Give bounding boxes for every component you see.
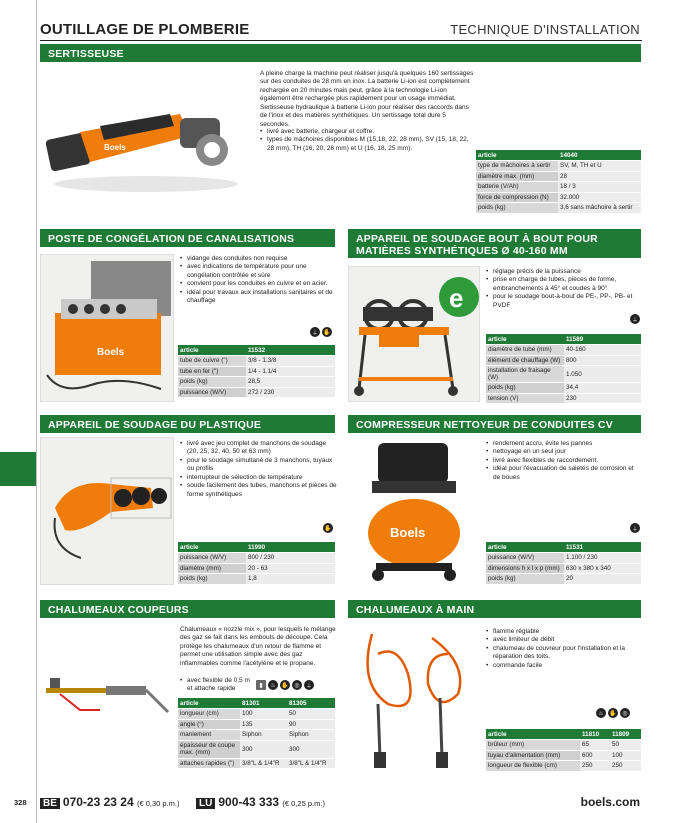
- website-link[interactable]: boels.com: [580, 795, 640, 809]
- bullet-item: • interrupteur de sélection de température: [180, 474, 338, 482]
- chalumeaux-coupeurs-description: Chalumeaux « nozzle mix », pour lesquels le mélange des gaz se fait dans les embouts de découpe. Cela protège les chalumeaux d'un retour de flamme et permet une utilisation simple avec des gaz inflammables comme l'acétylène et le propane.: [180, 626, 336, 667]
- chalumeaux-coupeurs-spec-table: [178, 698, 335, 769]
- table-row: [178, 377, 335, 388]
- table-key: poids (kg): [178, 377, 246, 388]
- table-row: [178, 366, 335, 377]
- table-row: [486, 345, 641, 356]
- table-row: [178, 356, 335, 367]
- table-row: [178, 574, 335, 585]
- gas-icon: ◎: [620, 708, 630, 718]
- compresseur-spec-table: [486, 542, 641, 585]
- flame-icon: ♨: [268, 680, 278, 690]
- flame-icon: ♨: [596, 708, 606, 718]
- table-row: [486, 574, 641, 585]
- table-value: 1.050: [564, 366, 641, 383]
- table-value: 250: [580, 761, 610, 772]
- table-row: [486, 740, 641, 751]
- table-row: [178, 563, 335, 574]
- hand-icon: ✋: [608, 708, 618, 718]
- table-row: [178, 719, 335, 730]
- table-key: diamètre de tube (mm): [486, 345, 564, 356]
- table-key: puissance (W/V): [178, 387, 246, 398]
- bullet-item: • nettoyage en un seul jour: [486, 448, 641, 456]
- table-row: [486, 366, 641, 383]
- table-value: 250: [610, 761, 641, 772]
- e-logo: e: [449, 283, 464, 313]
- section-title: TECHNIQUE D'INSTALLATION: [450, 22, 640, 37]
- table-header-row: [178, 345, 335, 356]
- table-value: SV, M, TH et U: [558, 161, 641, 172]
- table-head-cell: 11531: [564, 542, 641, 553]
- bullet-item: • convient pour les conduites en cuivre et en acier.: [180, 280, 334, 288]
- margin-line: [36, 0, 37, 823]
- bullet-item: • avec limiteur de débit: [486, 636, 641, 644]
- bullet-item: • idéal pour travaux aux installations sanitaires et de chauffage: [180, 289, 334, 306]
- footer-be-contact: [40, 795, 180, 809]
- chalumeaux-main-image: [348, 624, 480, 772]
- compresseur-header: COMPRESSEUR NETTOYEUR DE CONDUITES CV: [348, 415, 641, 433]
- table-value: 18 / 3: [558, 182, 641, 193]
- table-value: 3,6 sans mâchoire à sertir: [558, 203, 641, 214]
- table-key: longueur de flexible (cm): [486, 761, 580, 772]
- table-value: 230: [564, 393, 641, 404]
- table-key: épaisseur de coupe max. (mm): [178, 740, 240, 758]
- chalumeaux-main-header: CHALUMEAUX À MAIN: [348, 600, 641, 618]
- table-row: [476, 203, 641, 214]
- table-row: [486, 393, 641, 404]
- header-rule: [40, 40, 642, 41]
- bullet-item: • vidange des conduites non requise: [180, 255, 334, 263]
- chalumeaux-main-icons: [596, 708, 630, 718]
- bullet-item: • livré avec jeu complet de manchons de soudage (20, 25, 32, 40, 50 et 63 mm): [180, 440, 338, 457]
- table-key: tube en fer ("): [178, 366, 246, 377]
- table-value: 135: [240, 719, 287, 730]
- table-value: 40-160: [564, 345, 641, 356]
- table-head-cell: article: [486, 334, 564, 345]
- table-header-row: [486, 334, 641, 345]
- hand-icon: ✋: [323, 523, 333, 533]
- table-row: [476, 161, 641, 172]
- table-value: 65: [580, 740, 610, 751]
- table-key: élément de chauffage (W): [486, 355, 564, 366]
- chalumeaux-coupeurs-icons: [256, 680, 314, 690]
- bullet-item: • livré avec flexibles de raccordement.: [486, 457, 641, 465]
- table-row: [476, 192, 641, 203]
- chalumeaux-main-spec-table: [486, 729, 641, 772]
- table-key: diamètre max. (mm): [476, 171, 558, 182]
- table-value: 28: [558, 171, 641, 182]
- table-value: 800 / 230: [246, 553, 335, 564]
- table-row: [476, 171, 641, 182]
- table-value: 90: [287, 719, 335, 730]
- lu-phone[interactable]: 900-43 333: [218, 795, 280, 809]
- compresseur-image: [348, 437, 480, 585]
- table-key: dimensions h x l x p (mm): [486, 563, 564, 574]
- table-key: poids (kg): [178, 574, 246, 585]
- table-value: 600: [580, 750, 610, 761]
- chalumeaux-coupeurs-header: CHALUMEAUX COUPEURS: [40, 600, 335, 618]
- soudage-plastique-spec-table: [178, 542, 335, 585]
- table-head-cell: article: [486, 729, 580, 740]
- table-row: [178, 709, 335, 720]
- plug-icon: ⏚: [310, 327, 320, 337]
- table-value: 20: [564, 574, 641, 585]
- sertisseuse-header: SERTISSEUSE: [40, 44, 641, 62]
- bullet-item: • pour le soudage bout-à-bout de PE-, PP-, PB- et PVDF: [486, 293, 641, 310]
- chalumeaux-main-bullets: [486, 628, 641, 670]
- lu-badge: LU: [196, 798, 215, 809]
- gas-icon: ◎: [292, 680, 302, 690]
- table-key: tube de cuivre ("): [178, 356, 246, 367]
- table-head-cell: 11810: [580, 729, 610, 740]
- table-row: [178, 730, 335, 741]
- table-value: Siphon: [287, 730, 335, 741]
- soudage-bout-image: [348, 266, 480, 402]
- table-head-cell: 81301: [240, 698, 287, 709]
- table-key: brûleur (mm): [486, 740, 580, 751]
- soudage-plastique-header: APPAREIL DE SOUDAGE DU PLASTIQUE: [40, 415, 335, 433]
- table-value: 272 / 230: [246, 387, 335, 398]
- table-key: longueur (cm): [178, 709, 240, 720]
- table-head-cell: 81305: [287, 698, 335, 709]
- bullet-item: • chalumeau de couvreur pour l'installation et la réparation des toits.: [486, 645, 641, 662]
- compresseur-bullets: [486, 440, 641, 482]
- soudage-bout-bullets: [486, 268, 641, 310]
- table-key: poids (kg): [476, 203, 558, 214]
- compresseur-icons: [630, 523, 640, 533]
- table-value: Siphon: [240, 730, 287, 741]
- chalumeaux-coupeurs-image: [40, 624, 174, 772]
- svg-text:Boels: Boels: [97, 347, 125, 358]
- table-key: attaches rapides ("): [178, 758, 240, 769]
- table-value: 1,8: [246, 574, 335, 585]
- table-value: 34,4: [564, 383, 641, 394]
- lu-rate: (€ 0,25 p.m.): [282, 799, 325, 808]
- bullet-item: • types de mâchoires disponibles M (15,18, 22, 28 mm), SV (15, 18, 22, 28 mm), TH (16, 20, 26 mm) et U (16, 18, 25 mm).: [260, 136, 475, 153]
- table-row: [178, 553, 335, 564]
- sertisseuse-description: A pleine charge la machine peut réaliser jusqu'à quelques 160 sertissages sur des conduites de 28 mm en inox. La batterie Li-ion est complètement rechargée en 20 minutes mais peut, grâce à la technologie Li-ion également être rechargée plus rapidement pour un usage immédiat. Sertisseuse hydraulique à batterie Li-ion pour réaliser des raccords dans de l'inox et des matières synthétiques. Un sertissage total dure 5 secondes.: [260, 70, 474, 128]
- table-head-cell: 11990: [246, 542, 335, 553]
- bullet-item: • livré avec batterie, chargeur et coffre.: [260, 128, 475, 136]
- congelation-spec-table: [178, 345, 335, 398]
- bullet-item: • réglage précis de la puissance: [486, 268, 641, 276]
- table-head-cell: article: [178, 542, 246, 553]
- soudage-plastique-image: [40, 437, 174, 585]
- plug-icon: ⏚: [304, 680, 314, 690]
- cylinder-icon: ▮: [256, 680, 266, 690]
- table-key: puissance (W/V): [486, 553, 564, 564]
- bullet-item: • pour le soudage simultané de 3 manchons, tuyaux ou profils: [180, 457, 338, 474]
- section-tab-marker: [0, 452, 36, 486]
- bullet-item: • rendement accru, évite les pannes: [486, 440, 641, 448]
- soudage-plastique-bullets: [180, 440, 338, 499]
- bullet-item: • soude facilement des tubes, manchons et pièces de forme synthétiques: [180, 482, 338, 499]
- table-key: maniement: [178, 730, 240, 741]
- table-key: force de compression (N): [476, 192, 558, 203]
- table-value: 630 x 380 x 340: [564, 563, 641, 574]
- bullet-item: • flamme réglable: [486, 628, 641, 636]
- plug-icon: ⏚: [630, 314, 640, 324]
- soudage-bout-icons: [630, 314, 640, 324]
- table-key: installation de fraisage (W): [486, 366, 564, 383]
- table-value: 1.100 / 230: [564, 553, 641, 564]
- table-value: 100: [610, 750, 641, 761]
- bullet-item: • avec indications de température pour une congélation contrôlée et sûre: [180, 263, 334, 280]
- table-head-cell: article: [486, 542, 564, 553]
- table-key: diamètre (mm): [178, 563, 246, 574]
- table-head-cell: 11809: [610, 729, 641, 740]
- table-value: 3/8"L & 1/4"R: [287, 758, 335, 769]
- table-value: 3/8"L & 1/4"R: [240, 758, 287, 769]
- sertisseuse-image: [40, 66, 253, 216]
- table-value: 1/4 - 1.1/4: [246, 366, 335, 377]
- table-row: [486, 750, 641, 761]
- table-row: [486, 761, 641, 772]
- bullet-item: • prise en charge de tubes, pièces de forme, embranchements à 45° et coudes à 90°: [486, 276, 641, 293]
- table-header-row: [476, 150, 641, 161]
- table-row: [178, 387, 335, 398]
- soudage-plastique-icons: [323, 523, 333, 533]
- table-header-row: [178, 698, 335, 709]
- table-row: [486, 383, 641, 394]
- congelation-image: [40, 254, 174, 402]
- table-row: [178, 758, 335, 769]
- table-value: 800: [564, 355, 641, 366]
- svg-text:Boels: Boels: [104, 143, 126, 152]
- plug-icon: ⏚: [630, 523, 640, 533]
- table-header-row: [178, 542, 335, 553]
- table-key: poids (kg): [486, 383, 564, 394]
- chalumeaux-coupeurs-bullets: [180, 677, 250, 694]
- sertisseuse-bullets: [260, 128, 475, 153]
- hand-icon: ✋: [322, 327, 332, 337]
- congelation-bullets: [180, 255, 334, 306]
- table-value: 300: [287, 740, 335, 758]
- table-value: 300: [240, 740, 287, 758]
- table-row: [486, 563, 641, 574]
- compressor-brand-label: Boels: [390, 525, 426, 540]
- table-key: poids (kg): [486, 574, 564, 585]
- table-head-cell: article: [178, 698, 240, 709]
- bullet-item: • avec flexible de 0,5 m et attache rapide: [180, 677, 250, 694]
- table-key: angle (°): [178, 719, 240, 730]
- table-key: batterie (V/Ah): [476, 182, 558, 193]
- bullet-item: • idéal pour l'évacuation de saletés de corrosion et de boues: [486, 465, 641, 482]
- page-title: OUTILLAGE DE PLOMBERIE: [40, 21, 250, 38]
- table-head-cell: 14040: [558, 150, 641, 161]
- hand-icon: ✋: [280, 680, 290, 690]
- table-value: 50: [287, 709, 335, 720]
- bullet-item: • commande facile: [486, 662, 641, 670]
- table-head-cell: 11589: [564, 334, 641, 345]
- page-number: 328: [14, 798, 27, 807]
- table-header-row: [486, 542, 641, 553]
- table-key: type de mâchoires à sertir: [476, 161, 558, 172]
- table-value: 100: [240, 709, 287, 720]
- table-value: 32.000: [558, 192, 641, 203]
- sertisseuse-spec-table: [476, 150, 641, 214]
- table-value: 20 - 63: [246, 563, 335, 574]
- be-phone[interactable]: 070-23 23 24: [62, 795, 134, 809]
- table-key: tuyau d'alimentation (mm): [486, 750, 580, 761]
- table-value: 50: [610, 740, 641, 751]
- table-value: 3/8 - 1.3/8: [246, 356, 335, 367]
- table-row: [476, 182, 641, 193]
- soudage-bout-spec-table: [486, 334, 641, 404]
- be-rate: (€ 0,30 p.m.): [136, 799, 180, 808]
- table-key: puissance (W/V): [178, 553, 246, 564]
- table-key: tension (V): [486, 393, 564, 404]
- footer-lu-contact: [196, 795, 325, 809]
- table-row: [486, 553, 641, 564]
- table-head-cell: article: [476, 150, 558, 161]
- table-row: [178, 740, 335, 758]
- table-value: 28,5: [246, 377, 335, 388]
- table-head-cell: 11532: [246, 345, 335, 356]
- be-badge: BE: [40, 798, 60, 809]
- congelation-header: POSTE DE CONGÉLATION DE CANALISATIONS: [40, 229, 335, 247]
- table-row: [486, 355, 641, 366]
- table-head-cell: article: [178, 345, 246, 356]
- congelation-icons: [310, 327, 332, 337]
- soudage-bout-header: APPAREIL DE SOUDAGE BOUT À BOUT POUR MATIÈRES SYNTHÉTIQUES Ø 40-160 MM: [348, 229, 641, 258]
- table-header-row: [486, 729, 641, 740]
